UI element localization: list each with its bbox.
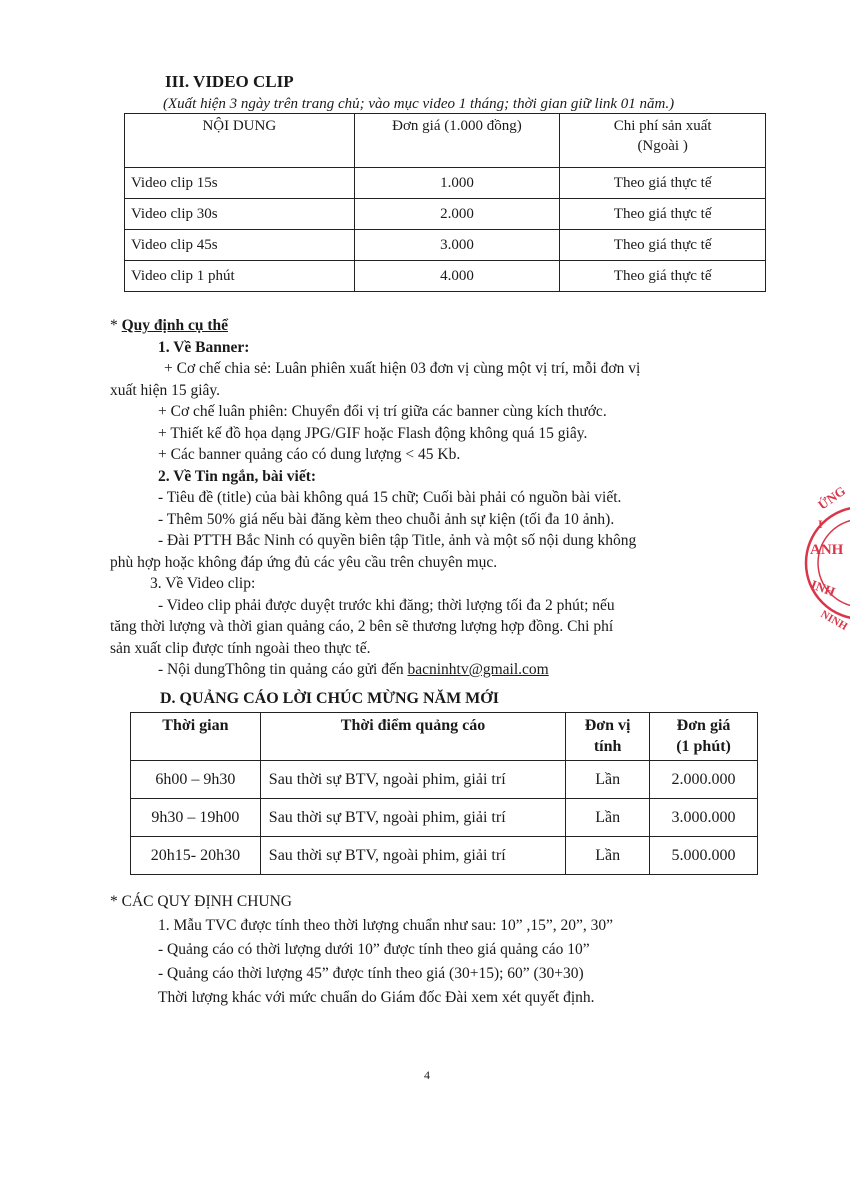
table-header-row xyxy=(131,713,758,761)
table-row xyxy=(131,799,758,837)
rules-heading-star: * xyxy=(110,317,122,334)
video-clip-price-table xyxy=(124,113,766,292)
table-row xyxy=(125,199,766,230)
cell-item: Video clip 45s xyxy=(125,230,355,261)
general-line: Thời lượng khác với mức chuẩn do Giám đốc Đài xem xét quyết định. xyxy=(158,989,595,1006)
table-row xyxy=(125,261,766,292)
general-line: 1. Mẫu TVC được tính theo thời lượng chuẩn như sau: 10” ,15”, 20”, 30” xyxy=(158,917,614,934)
banner-line: xuất hiện 15 giây. xyxy=(110,381,221,399)
general-line: - Quảng cáo thời lượng 45” được tính theo giá (30+15); 60” (30+30) xyxy=(158,965,584,982)
table-row xyxy=(131,837,758,875)
table-row xyxy=(131,761,758,799)
cell-slot: Sau thời sự BTV, ngoài phim, giải trí xyxy=(260,837,565,875)
cell-price: 3.000 xyxy=(354,230,560,261)
rules-heading-line xyxy=(110,315,760,337)
cell-unit: Lần xyxy=(566,761,650,799)
cell-price: 2.000.000 xyxy=(650,761,758,799)
cell-item: Video clip 15s xyxy=(125,168,355,199)
header-production-cost-line2: (Ngoài ) xyxy=(637,138,688,154)
video-line: sản xuất clip được tính ngoài theo thực tế. xyxy=(110,639,371,657)
cell-cost: Theo giá thực tế xyxy=(560,168,766,199)
header-unit-line2: tính xyxy=(593,738,622,755)
new-year-greeting-table xyxy=(130,712,758,875)
table-header-row xyxy=(125,114,766,168)
cell-time: 20h15- 20h30 xyxy=(131,837,261,875)
cell-time: 6h00 – 9h30 xyxy=(131,761,261,799)
news-title: 2. Về Tin ngắn, bài viết: xyxy=(158,467,317,485)
contact-line xyxy=(110,659,760,681)
general-line: - Quảng cáo có thời lượng dưới 10” được tính theo giá quảng cáo 10” xyxy=(158,941,590,958)
svg-text:NINH: NINH xyxy=(818,608,850,633)
specific-rules xyxy=(110,315,760,681)
cell-price: 2.000 xyxy=(354,199,560,230)
table-row xyxy=(125,230,766,261)
header-unit xyxy=(566,713,650,761)
general-rules xyxy=(110,890,760,1010)
rules-heading: Quy định cụ thể xyxy=(121,317,229,334)
cell-item: Video clip 1 phút xyxy=(125,261,355,292)
news-line: - Thêm 50% giá nếu bài đăng kèm theo chuỗi ảnh sự kiện (tối đa 10 ảnh). xyxy=(158,510,615,528)
news-line: - Đài PTTH Bắc Ninh có quyền biên tập Title, ảnh và một số nội dung không xyxy=(158,532,637,549)
cell-price: 3.000.000 xyxy=(650,799,758,837)
page-number: 4 xyxy=(424,1068,430,1082)
contact-text: - Nội dungThông tin quảng cáo gửi đến xyxy=(158,661,408,678)
cell-item: Video clip 30s xyxy=(125,199,355,230)
red-seal-stamp xyxy=(800,483,850,638)
cell-price: 5.000.000 xyxy=(650,837,758,875)
svg-text:ỨNG: ỨNG xyxy=(815,483,849,513)
greeting-section-title: D. QUẢNG CÁO LỜI CHÚC MỪNG NĂM MỚI xyxy=(160,690,499,707)
header-content: NỘI DUNG xyxy=(125,114,355,168)
news-line: - Tiêu đề (title) của bài không quá 15 chữ; Cuối bài phải có nguồn bài viết. xyxy=(158,489,622,506)
header-price-line1: Đơn giá xyxy=(676,717,731,734)
cell-time: 9h30 – 19h00 xyxy=(131,799,261,837)
cell-cost: Theo giá thực tế xyxy=(560,230,766,261)
banner-line: + Cơ chế chia sẻ: Luân phiên xuất hiện 03 đơn vị cùng một vị trí, mỗi đơn vị xyxy=(164,360,641,377)
header-unit-line1: Đơn vị xyxy=(584,717,631,734)
cell-price: 1.000 xyxy=(354,168,560,199)
header-time: Thời gian xyxy=(131,713,261,761)
cell-slot: Sau thời sự BTV, ngoài phim, giải trí xyxy=(260,799,565,837)
cell-price: 4.000 xyxy=(354,261,560,292)
video-line: tăng thời lượng và thời gian quảng cáo, 2 bên sẽ thương lượng hợp đồng. Chi phí xyxy=(110,618,614,635)
header-price-line2: (1 phút) xyxy=(676,738,731,755)
section-note: (Xuất hiện 3 ngày trên trang chủ; vào mục video 1 tháng; thời gian giữ link 01 năm.) xyxy=(163,96,675,112)
svg-text:INH: INH xyxy=(808,576,838,600)
general-heading: * CÁC QUY ĐỊNH CHUNG xyxy=(110,893,292,910)
contact-email-link[interactable]: bacninhtv@gmail.com xyxy=(407,661,549,678)
svg-text:I: I xyxy=(818,517,823,531)
header-production-cost xyxy=(560,114,766,168)
section-title: III. VIDEO CLIP xyxy=(165,72,294,91)
header-production-cost-line1: Chi phí sản xuất xyxy=(613,118,712,134)
table-row xyxy=(125,168,766,199)
cell-unit: Lần xyxy=(566,837,650,875)
cell-unit: Lần xyxy=(566,799,650,837)
header-price xyxy=(650,713,758,761)
video-line: - Video clip phải được duyệt trước khi đăng; thời lượng tối đa 2 phút; nếu xyxy=(158,596,615,614)
news-line: phù hợp hoặc không đáp ứng đủ các yêu cầu trên chuyên mục. xyxy=(110,553,498,571)
header-slot: Thời điểm quảng cáo xyxy=(260,713,565,761)
cell-cost: Theo giá thực tế xyxy=(560,199,766,230)
banner-line: + Thiết kế đồ họa dạng JPG/GIF hoặc Flash động không quá 15 giây. xyxy=(158,424,588,442)
video-title: 3. Về Video clip: xyxy=(150,575,256,592)
cell-slot: Sau thời sự BTV, ngoài phim, giải trí xyxy=(260,761,565,799)
banner-title: 1. Về Banner: xyxy=(158,338,250,356)
banner-line: + Cơ chế luân phiên: Chuyển đổi vị trí giữa các banner cùng kích thước. xyxy=(158,403,607,420)
header-unit-price: Đơn giá (1.000 đồng) xyxy=(354,114,560,168)
svg-text:ANH: ANH xyxy=(810,542,844,558)
cell-cost: Theo giá thực tế xyxy=(560,261,766,292)
banner-line: + Các banner quảng cáo có dung lượng < 45 Kb. xyxy=(158,446,461,463)
